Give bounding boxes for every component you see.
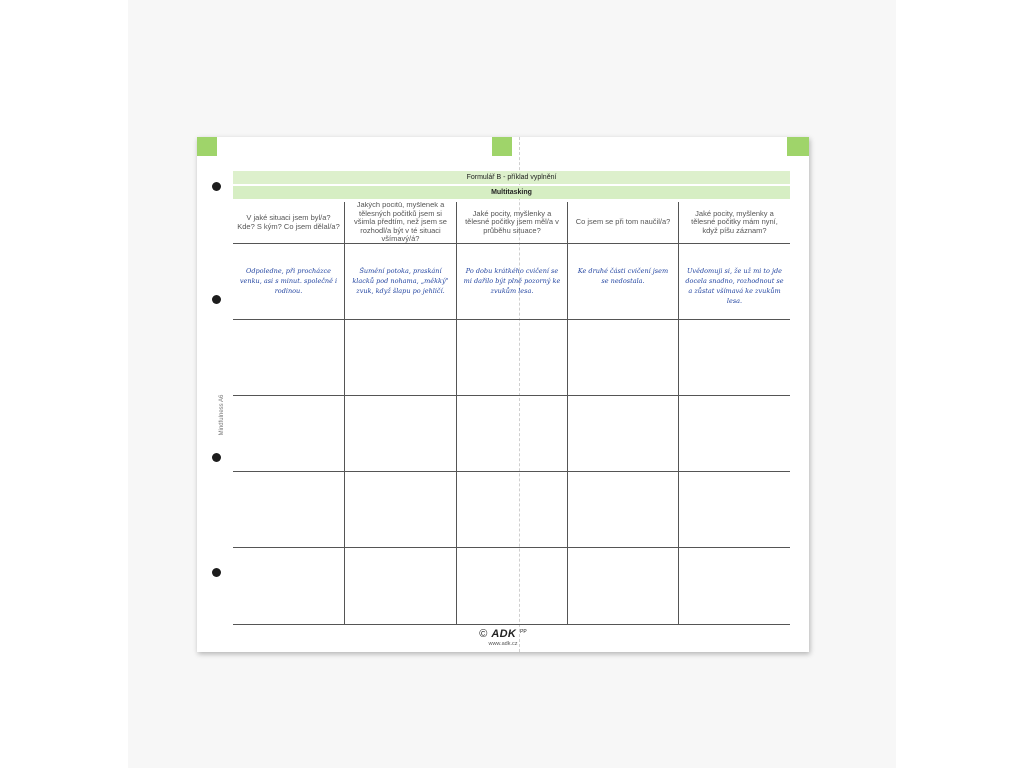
empty-cell (568, 396, 679, 472)
empty-cell (233, 396, 345, 472)
empty-cell (679, 320, 790, 396)
empty-cell (345, 472, 457, 548)
empty-cell (679, 472, 790, 548)
empty-cell (345, 396, 457, 472)
form-subtitle: Multitasking (233, 186, 790, 199)
index-tab-left (197, 137, 217, 156)
brand-logo (197, 628, 809, 640)
empty-cell (568, 320, 679, 396)
index-tab-right (787, 137, 809, 156)
journal-table (233, 202, 790, 625)
punch-hole (212, 453, 221, 462)
empty-cell (679, 396, 790, 472)
punch-hole (212, 182, 221, 191)
handwritten-entry: Šumění potoka, praskání klacků pod nohama, „měkký" zvuk, když šlapu po jehličí. (345, 244, 457, 320)
index-tab-middle (492, 137, 512, 156)
brand-superscript: PP (520, 629, 527, 635)
empty-cell (233, 472, 345, 548)
copyright-symbol: © (479, 628, 488, 640)
footer (197, 628, 809, 647)
empty-cell (345, 320, 457, 396)
empty-cell (345, 548, 457, 624)
empty-cell (457, 548, 568, 624)
empty-cell (233, 320, 345, 396)
handwritten-entry: Uvědomuji si, že už mi to jde docela snadno, rozhodnout se a zůstat všímavá ke zvukům lesa. (679, 244, 790, 320)
form-title: Formulář B - příklad vyplnění (233, 171, 790, 184)
empty-cell (568, 548, 679, 624)
column-header: Jakých pocitů, myšlenek a tělesných počitků jsem si všimla předtím, než jsem se rozhodl/a být v té situaci všímavý/á? (345, 202, 457, 244)
footer-url: www.adk.cz (488, 641, 518, 647)
empty-cell (457, 472, 568, 548)
punch-hole (212, 295, 221, 304)
column-header: Jaké pocity, myšlenky a tělesné počitky jsem měl/a v průběhu situace? (457, 202, 568, 244)
column-header: V jaké situaci jsem byl/a? Kde? S kým? Co jsem dělal/a? (233, 202, 345, 244)
column-header: Co jsem se při tom naučil/a? (568, 202, 679, 244)
side-label: Mindfulness A6 (219, 394, 225, 436)
empty-cell (233, 548, 345, 624)
column-header: Jaké pocity, myšlenky a tělesné počitky mám nyní, když píšu záznam? (679, 202, 790, 244)
planner-sheet (197, 137, 809, 652)
empty-cell (457, 396, 568, 472)
empty-cell (679, 548, 790, 624)
handwritten-entry: Odpoledne, při procházce venku, asi s minut. společně i rodinou. (233, 244, 345, 320)
empty-cell (568, 472, 679, 548)
handwritten-entry: Po dobu krátkého cvičení se mi dařilo být plně pozorný ke zvukům lesa. (457, 244, 568, 320)
punch-hole (212, 568, 221, 577)
handwritten-entry: Ke druhé části cvičení jsem se nedostala. (568, 244, 679, 320)
empty-cell (457, 320, 568, 396)
brand-name: ADK (491, 628, 517, 640)
